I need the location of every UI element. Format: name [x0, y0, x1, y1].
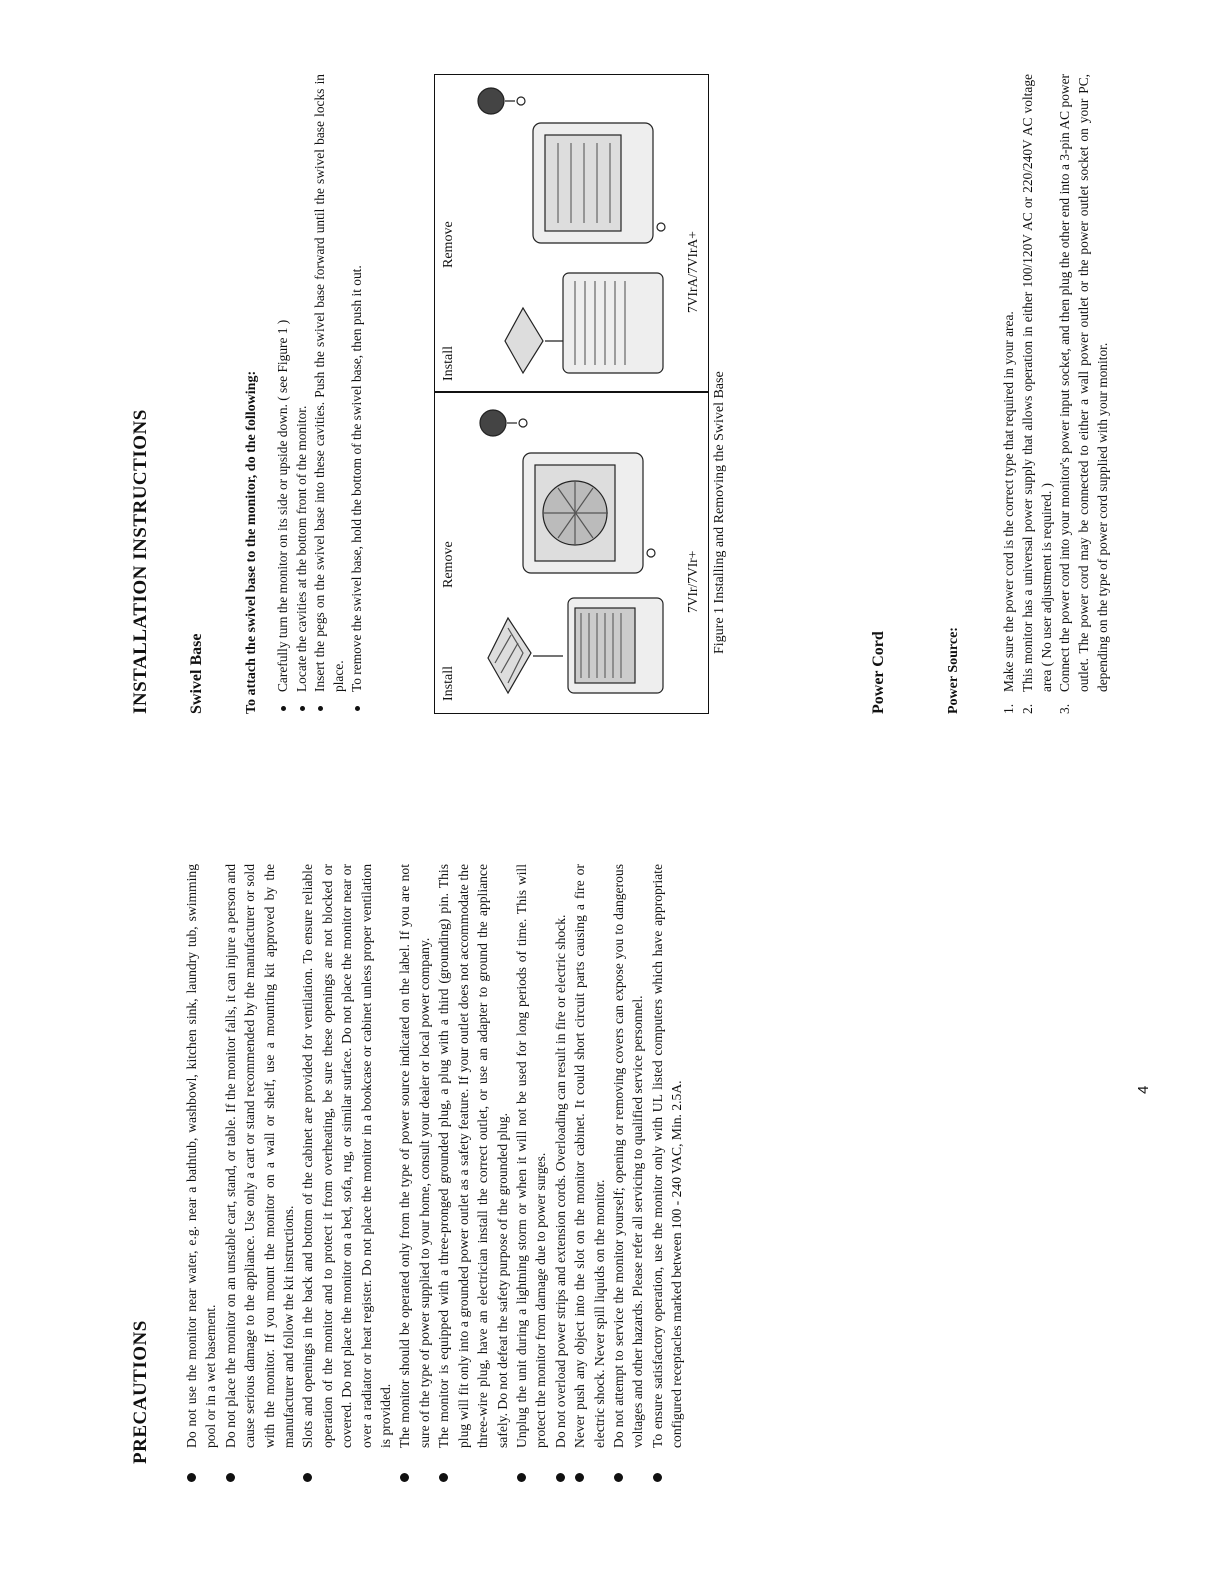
- swivel-intro: To attach the swivel base to the monitor, do the following:: [244, 370, 259, 714]
- figure-caption: Figure 1 Installing and Removing the Swivel Base: [712, 371, 727, 654]
- list-item: Slots and openings in the back and bottom of the cabinet are provided for ventilation. To ensure reliable operation of the monitor and to protect it from overheating, be sure these openings are not blocked or covered. Do not place the monitor on a bed, sofa, rug, or similar surface. Do not place the monitor near or over a radiator or heat register. Do not place the monitor in a bookcase or cabinet unless proper ventilation is provided.: [298, 864, 395, 1484]
- illustration-install-right: [505, 273, 663, 373]
- bullet-icon: [653, 1473, 662, 1482]
- list-item: Carefully turn the monitor on its side or upside down. ( see Figure 1 ): [274, 74, 293, 714]
- power-steps-list: [1000, 74, 1113, 714]
- figure-1-box: [434, 74, 709, 714]
- bullet-icon: [300, 706, 305, 711]
- power-source-heading: Power Source:: [946, 627, 961, 714]
- bullet-icon: [318, 706, 323, 711]
- list-item: Insert the pegs on the swivel base into these cavities. Push the swivel base forward until the swivel base locks in place.: [311, 74, 348, 714]
- list-item: Do not attempt to service the monitor yourself; opening or removing covers can expose you to dangerous voltages and other hazards. Please refer all servicing to qualified service personnel.: [609, 864, 648, 1484]
- power-cord-heading: Power Cord: [870, 631, 887, 714]
- list-item: Do not use the monitor near water, e.g. near a bathtub, washbowl, kitchen sink, laundry tub, swimming pool or in a wet basement.: [182, 864, 221, 1484]
- list-item: 3. Connect the power cord into your monitor's power input socket, and then plug the other end into a 3-pin AC power outlet. The power cord may be connected to either a wall power outlet or the power outlet socket on your PC, depending on the type of power cord supplied with your monitor.: [1057, 74, 1110, 714]
- list-item: To remove the swivel base, hold the bottom of the swivel base, then push it out.: [348, 74, 367, 714]
- bullet-icon: [517, 1473, 526, 1482]
- list-item: 1. Make sure the power cord is the correct type that required in your area.: [1001, 311, 1016, 714]
- bullet-icon: [187, 1473, 196, 1482]
- bullet-icon: [226, 1473, 235, 1482]
- swivel-steps-list: [274, 74, 367, 714]
- installation-title: INSTALLATION INSTRUCTIONS: [130, 409, 151, 714]
- label-remove-right: Remove: [441, 221, 456, 268]
- list-item: 2. This monitor has a universal power supply that allows operation in either 100/120V AC or 220/240V AC voltage area ( No user adjustment is required. ): [1019, 74, 1054, 714]
- precautions-page: [0, 864, 1224, 1484]
- label-remove-left: Remove: [441, 541, 456, 588]
- illustration-remove-left: [480, 410, 655, 573]
- bullet-icon: [439, 1473, 448, 1482]
- list-item: Locate the cavities at the bottom front of the monitor.: [293, 74, 312, 714]
- list-item: The monitor is equipped with a three-pronged grounded plug, a plug with a third (grounding) pin. This plug will fit only into a grounded power outlet as a safety feature. If your outlet does not accommodate the three-wire plug, have an electrician install the correct outlet, or use an adapter to ground the appliance safely. Do not defeat the safety purpose of the grounded plug.: [434, 864, 512, 1484]
- installation-page: [0, 74, 1224, 714]
- label-install-right: Install: [441, 346, 456, 381]
- bullet-icon: [575, 1473, 584, 1482]
- illustration-install-left: [488, 598, 663, 693]
- list-item: Do not place the monitor on an unstable cart, stand, or table. If the monitor falls, it can injure a person and cause serious damage to the appliance. Use only a cart or stand recommended by the manufacturer or sold with the monitor. If you mount the monitor on a wall or shelf, use a mounting kit approved by the manufacturer and follow the kit instructions.: [221, 864, 299, 1484]
- page-number-left: 4: [1135, 1085, 1152, 1094]
- swivel-base-illustrations: [463, 73, 683, 713]
- bullet-icon: [355, 706, 360, 711]
- bullet-icon: [614, 1473, 623, 1482]
- illustration-remove-right: [478, 88, 665, 243]
- list-item: The monitor should be operated only from the type of power source indicated on the label. If you are not sure of the type of power supplied to your home, consult your dealer or local power company.: [395, 864, 434, 1484]
- bullet-icon: [303, 1473, 312, 1482]
- bullet-icon: [556, 1473, 565, 1482]
- list-item: Do not overload power strips and extension cords. Overloading can result in fire or electric shock.: [551, 864, 570, 1484]
- list-item: Unplug the unit during a lightning storm or when it will not be used for long periods of time. This will protect the monitor from damage due to power surges.: [512, 864, 551, 1484]
- model-label-left: 7VIr/7VIr+: [685, 550, 700, 613]
- label-install-left: Install: [441, 666, 456, 701]
- model-label-right: 7VIrA/7VIrA+: [685, 231, 700, 313]
- precautions-list: [182, 864, 687, 1484]
- list-item: Never push any object into the slot on the monitor cabinet. It could short circuit parts causing a fire or electric shock. Never spill liquids on the monitor.: [570, 864, 609, 1484]
- bullet-icon: [281, 706, 286, 711]
- precautions-title: PRECAUTIONS: [130, 1320, 151, 1464]
- list-item: To ensure satisfactory operation, use the monitor only with UL listed computers which have appropriate configured receptacles marked between 100 - 240 VAC, Min. 2.5A.: [648, 864, 687, 1484]
- swivel-base-heading: Swivel Base: [188, 633, 205, 714]
- bullet-icon: [400, 1473, 409, 1482]
